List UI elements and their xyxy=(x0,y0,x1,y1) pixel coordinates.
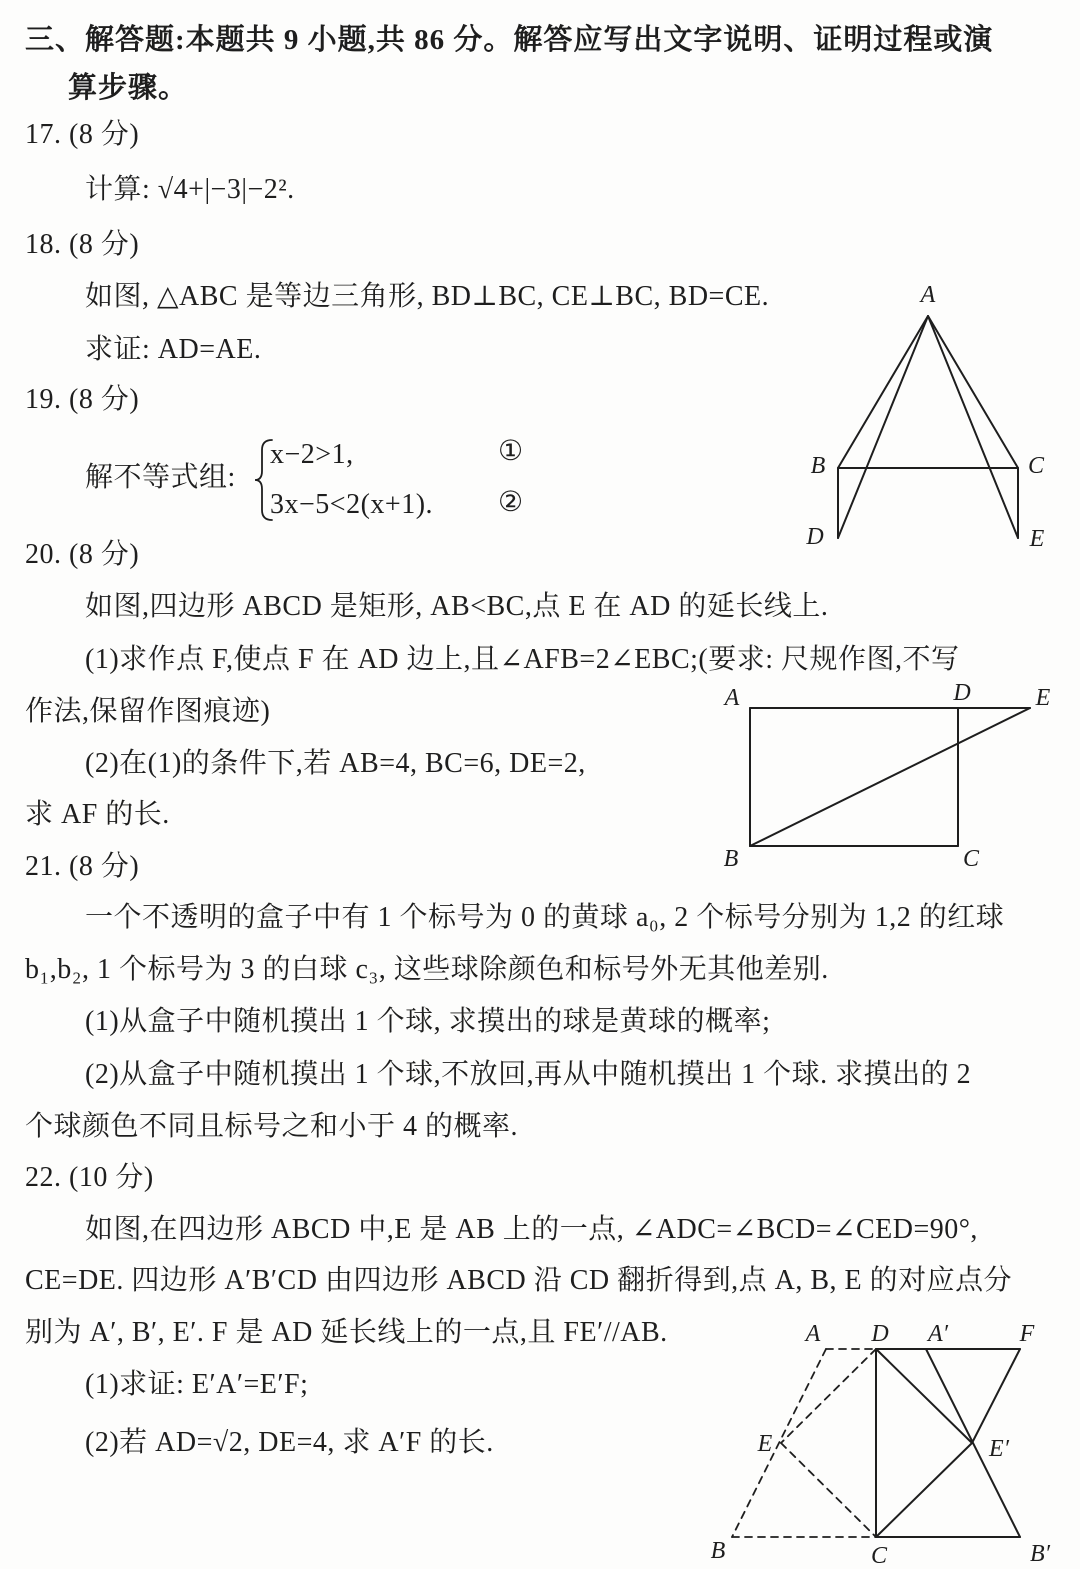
q22-segment-FE-prime xyxy=(972,1349,1020,1443)
q22-segment-DE xyxy=(781,1349,876,1443)
q17-line-1: 计算: √4+|−3|−2². xyxy=(85,174,295,205)
q18-line-1: 如图, △ABC 是等边三角形, BD⊥BC, CE⊥BC, BD=CE. xyxy=(85,281,770,312)
q18-label-E: E xyxy=(1029,526,1045,552)
q18-label-C: C xyxy=(1027,453,1045,479)
q22-label-D: D xyxy=(871,1321,889,1347)
q22-figure xyxy=(711,1321,1051,1569)
q17-number: 17. (8 分) xyxy=(25,119,140,150)
q22-label-A: A xyxy=(805,1321,821,1347)
q21-line-4: (2)从盒子中随机摸出 1 个球,不放回,再从中随机摸出 1 个球. 求摸出的 2 xyxy=(85,1059,972,1090)
q21-line-3: (1)从盒子中随机摸出 1 个球, 求摸出的球是黄球的概率; xyxy=(85,1006,771,1037)
q20-line-1: 如图,四边形 ABCD 是矩形, AB<BC,点 E 在 AD 的延长线上. xyxy=(85,591,829,622)
q20-line-3: 作法,保留作图痕迹) xyxy=(25,696,271,727)
q22-line-5: (2)若 AD=√2, DE=4, 求 A′F 的长. xyxy=(85,1427,494,1458)
section-heading-line-1: 三、解答题:本题共 9 小题,共 86 分。解答应写出文字说明、证明过程或演 xyxy=(25,24,994,56)
q18-label-A: A xyxy=(920,282,936,308)
q18-segment-AD xyxy=(838,316,928,538)
q19-inequality-1: x−2>1, xyxy=(270,439,354,470)
q18-number: 18. (8 分) xyxy=(25,229,140,260)
q18-segment-AE xyxy=(928,316,1018,538)
q20-number: 20. (8 分) xyxy=(25,539,140,570)
q18-label-D: D xyxy=(806,524,824,550)
q20-line-4: (2)在(1)的条件下,若 AB=4, BC=6, DE=2, xyxy=(85,748,586,779)
q19-mark-1: ① xyxy=(498,436,524,467)
q22-line-3: 别为 A′, B′, E′. F 是 AD 延长线上的一点,且 FE′//AB. xyxy=(25,1317,668,1348)
q22-label-B: B xyxy=(710,1538,726,1564)
q22-label-F: F xyxy=(1019,1321,1035,1347)
q22-label-C: C xyxy=(870,1543,888,1569)
q22-label-A-prime: A′ xyxy=(928,1321,948,1347)
q18-line-2: 求证: AD=AE. xyxy=(85,334,262,365)
q20-label-D: D xyxy=(953,680,971,706)
q22-label-E: E xyxy=(757,1431,773,1457)
q20-label-B: B xyxy=(723,846,739,872)
q22-line-2: CE=DE. 四边形 A′B′CD 由四边形 ABCD 沿 CD 翻折得到,点 A, B, E 的对应点分 xyxy=(25,1265,1013,1296)
q22-line-4: (1)求证: E′A′=E′F; xyxy=(85,1369,309,1400)
q22-segment-A-prime-B-prime xyxy=(926,1349,1020,1537)
q22-label-B-prime: B′ xyxy=(1030,1541,1050,1567)
q20-label-E: E xyxy=(1035,685,1051,711)
q22-segment-DE-prime xyxy=(876,1349,972,1443)
q20-figure xyxy=(723,680,1051,872)
q18-segment-AC xyxy=(928,316,1018,468)
q22-line-1: 如图,在四边形 ABCD 中,E 是 AB 上的一点, ∠ADC=∠BCD=∠CED=90°, xyxy=(85,1214,978,1245)
q18-figure xyxy=(805,282,1045,552)
q21-line-5: 个球颜色不同且标号之和小于 4 的概率. xyxy=(25,1111,519,1142)
q22-segment-AB xyxy=(732,1349,826,1537)
q22-label-E-prime: E′ xyxy=(989,1436,1009,1462)
q22-segment-EC xyxy=(781,1443,876,1537)
q19-prompt: 解不等式组: xyxy=(85,462,236,493)
q18-segment-AB xyxy=(838,316,928,468)
q20-label-A: A xyxy=(724,685,740,711)
q18-label-B: B xyxy=(810,453,826,479)
q20-segment-BE xyxy=(750,708,1030,846)
q20-line-2: (1)求作点 F,使点 F 在 AD 边上,且∠AFB=2∠EBC;(要求: 尺规作图,不写 xyxy=(85,644,960,675)
q21-line-2: b₁,b₂, 1 个标号为 3 的白球 c₃, 这些球除颜色和标号外无其他差别. xyxy=(25,954,829,985)
q19-inequality-2: 3x−5<2(x+1). xyxy=(270,489,434,520)
q22-number: 22. (10 分) xyxy=(25,1162,154,1193)
q21-line-1: 一个不透明的盒子中有 1 个标号为 0 的黄球 a₀, 2 个标号分别为 1,2 的红球 xyxy=(85,902,1005,933)
q19-number: 19. (8 分) xyxy=(25,384,140,415)
q20-label-C: C xyxy=(962,846,980,872)
section-heading-line-2: 算步骤。 xyxy=(68,72,189,104)
q22-segment-CE-prime xyxy=(876,1443,972,1537)
q19-mark-2: ② xyxy=(498,487,524,518)
q21-number: 21. (8 分) xyxy=(25,851,140,882)
q20-line-5: 求 AF 的长. xyxy=(25,799,170,830)
